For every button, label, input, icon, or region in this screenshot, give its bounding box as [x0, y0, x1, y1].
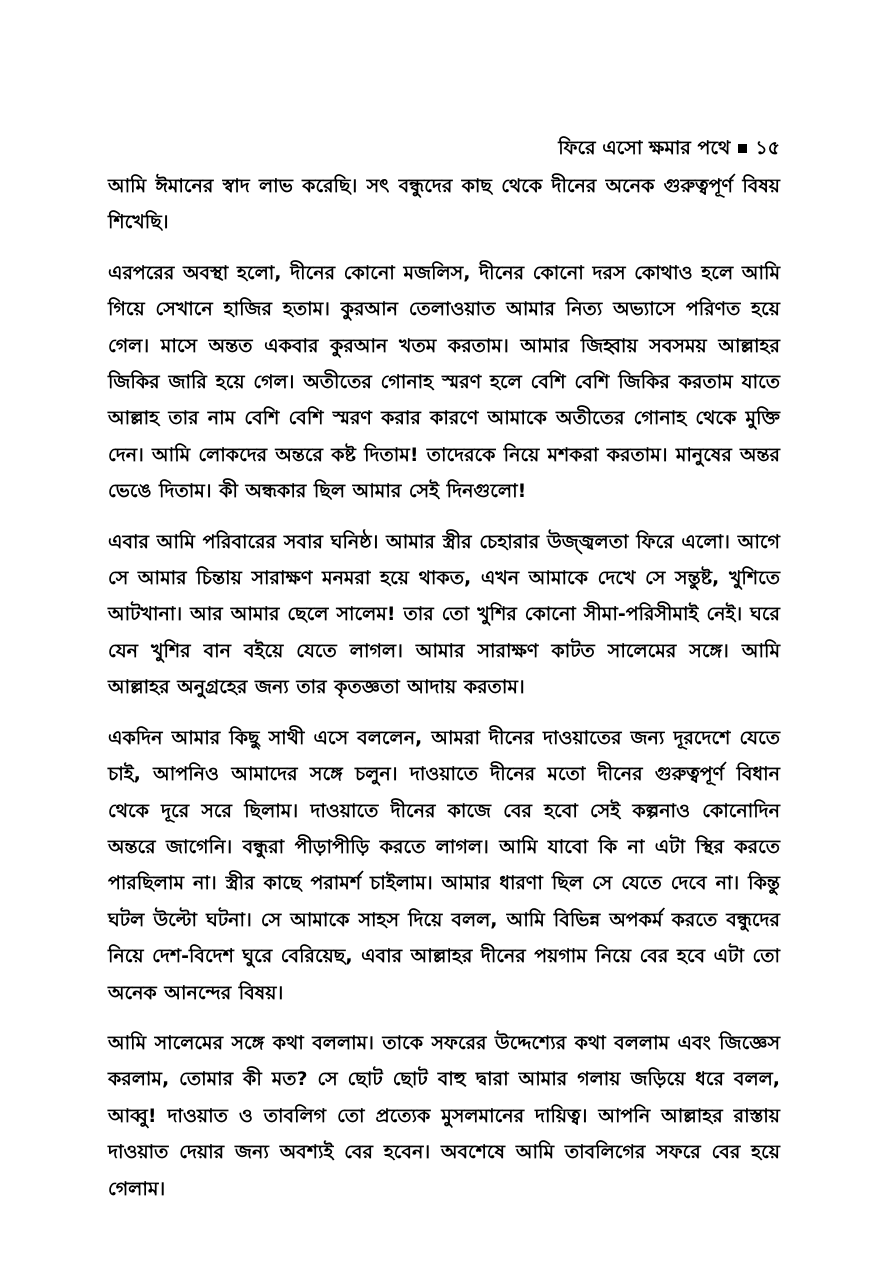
paragraph-3: এবার আমি পরিবারের সবার ঘনিষ্ঠ। আমার স্ত্রীর চেহারার উজ্জ্বলতা ফিরে এলো। আগে সে আমার চিন্তায় সারাক্ষণ মনমরা হয়ে থাকত, এখন আমাকে দেখে সে সন্তুষ্ট, খুশিতে আটখানা। আর আমার ছেলে সালেম! তার তো খুশির কোনো সীমা-পরিসীমাই নেই। ঘরে যেন খুশির বান বইয়ে যেতে লাগল। আমার সারাক্ষণ কাটত সালেমের সঙ্গে। আমি আল্লাহর অনুগ্রহের জন্য তার কৃতজ্ঞতা আদায় করতাম। — [108, 530, 780, 699]
square-separator-icon — [738, 144, 747, 153]
page-number: ১৫ — [755, 137, 780, 159]
paragraph-2: এরপরের অবস্থা হলো, দীনের কোনো মজলিস, দীনের কোনো দরস কোথাও হলে আমি গিয়ে সেখানে হাজির হতাম। কুরআন তেলাওয়াত আমার নিত্য অভ্যাসে পরিণত হয়ে গেল। মাসে অন্তত একবার কুরআন খতম করতাম। আমার জিহ্বায় সবসময় আল্লাহর জিকির জারি হয়ে গেল। অতীতের গোনাহ স্মরণ হলে বেশি বেশি জিকির করতাম যাতে আল্লাহ তার নাম বেশি বেশি স্মরণ করার কারণে আমাকে অতীতের গোনাহ থেকে মুক্তি দেন। আমি লোকদের অন্তরে কষ্ট দিতাম! তাদেরকে নিয়ে মশকরা করতাম। মানুষের অন্তর ভেঙে দিতাম। কী অন্ধকার ছিল আমার সেই দিনগুলো! — [108, 261, 780, 503]
running-header — [558, 136, 780, 160]
book-page — [108, 0, 780, 1268]
header-title: ফিরে এসো ক্ষমার পথে — [558, 137, 731, 159]
paragraph-1: আমি ঈমানের স্বাদ লাভ করেছি। সৎ বন্ধুদের কাছ থেকে দীনের অনেক গুরুত্বপূর্ণ বিষয় শিখেছি। — [108, 175, 780, 234]
paragraph-5: আমি সালেমের সঙ্গে কথা বললাম। তাকে সফরের উদ্দেশ্যের কথা বললাম এবং জিজ্ঞেস করলাম, তোমার কী মত? সে ছোট ছোট বাহু দ্বারা আমার গলায় জড়িয়ে ধরে বলল, আব্বু! দাওয়াত ও তাবলিগ তো প্রত্যেক মুসলমানের দায়িত্ব। আপনি আল্লাহর রাস্তায় দাওয়াত দেয়ার জন্য অবশ্যই বের হবেন। অবশেষে আমি তাবলিগের সফরে বের হয়ে গেলাম। — [108, 1031, 780, 1200]
paragraph-4: একদিন আমার কিছু সাথী এসে বললেন, আমরা দীনের দাওয়াতের জন্য দূরদেশে যেতে চাই, আপনিও আমাদের সঙ্গে চলুন। দাওয়াতে দীনের মতো দীনের গুরুত্বপূর্ণ বিধান থেকে দূরে সরে ছিলাম। দাওয়াতে দীনের কাজে বের হবো সেই কল্পনাও কোনোদিন অন্তরে জাগেনি। বন্ধুরা পীড়াপীড়ি করতে লাগল। আমি যাবো কি না এটা স্থির করতে পারছিলাম না। স্ত্রীর কাছে পরামর্শ চাইলাম। আমার ধারণা ছিল সে যেতে দেবে না। কিন্তু ঘটল উল্টো ঘটনা। সে আমাকে সাহস দিয়ে বলল, আমি বিভিন্ন অপকর্ম করতে বন্ধুদের নিয়ে দেশ-বিদেশ ঘুরে বেরিয়েছ, এবার আল্লাহর দীনের পয়গাম নিয়ে বের হবে এটা তো অনেক আনন্দের বিষয়। — [108, 726, 780, 1004]
body-text — [108, 168, 780, 1221]
